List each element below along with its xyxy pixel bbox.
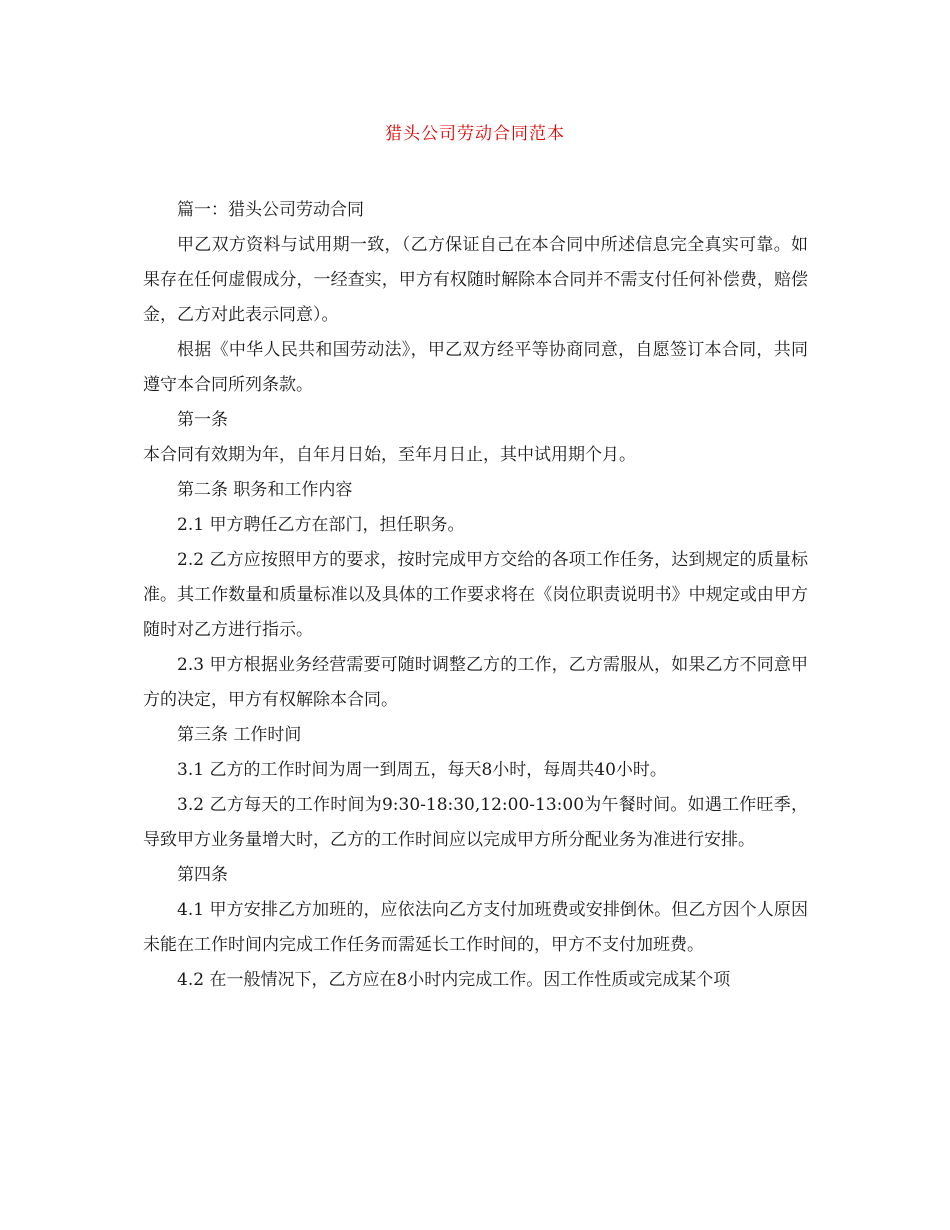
paragraph: 3.2 乙方每天的工作时间为9:30-18:30,12:00-13:00为午餐时间。如遇工作旺季，导致甲方业务量增大时，乙方的工作时间应以完成甲方所分配业务为准进行安排。 bbox=[143, 795, 808, 850]
paragraph: 甲乙双方资料与试用期一致，（乙方保证自己在本合同中所述信息完全真实可靠。如果存在任何虚假成分，一经查实，甲方有权随时解除本合同并不需支付任何补偿费，赔偿金，乙方对此表示同意）。 bbox=[143, 235, 808, 325]
paragraph: 2.1 甲方聘任乙方在部门，担任职务。 bbox=[177, 515, 465, 535]
paragraph: 3.1 乙方的工作时间为周一到周五，每天8小时，每周共40小时。 bbox=[177, 760, 667, 780]
document-title: 猎头公司劳动合同范本 bbox=[385, 124, 565, 144]
paragraph: 4.2 在一般情况下，乙方应在8小时内完成工作。因工作性质或完成某个项 bbox=[177, 970, 731, 990]
clause-heading: 第三条 工作时间 bbox=[177, 725, 302, 745]
paragraph: 根据《中华人民共和国劳动法》，甲乙双方经平等协商同意，自愿签订本合同，共同遵守本合同所列条款。 bbox=[143, 340, 808, 395]
paragraph: 2.2 乙方应按照甲方的要求，按时完成甲方交给的各项工作任务，达到规定的质量标准。其工作数量和质量标准以及具体的工作要求将在《岗位职责说明书》中规定或由甲方随时对乙方进行指示。 bbox=[143, 550, 808, 640]
paragraph: 2.3 甲方根据业务经营需要可随时调整乙方的工作，乙方需服从，如果乙方不同意甲方的决定，甲方有权解除本合同。 bbox=[143, 655, 808, 710]
clause-heading: 第一条 bbox=[177, 410, 228, 430]
paragraph: 本合同有效期为年，自年月日始，至年月日止，其中试用期个月。 bbox=[143, 445, 636, 465]
clause-heading: 第四条 bbox=[177, 865, 228, 885]
section-heading: 篇一：猎头公司劳动合同 bbox=[177, 200, 364, 220]
paragraph: 4.1 甲方安排乙方加班的，应依法向乙方支付加班费或安排倒休。但乙方因个人原因未能在工作时间内完成工作任务而需延长工作时间的，甲方不支付加班费。 bbox=[143, 900, 808, 955]
document-body bbox=[143, 193, 808, 998]
clause-heading: 第二条 职务和工作内容 bbox=[177, 480, 353, 500]
